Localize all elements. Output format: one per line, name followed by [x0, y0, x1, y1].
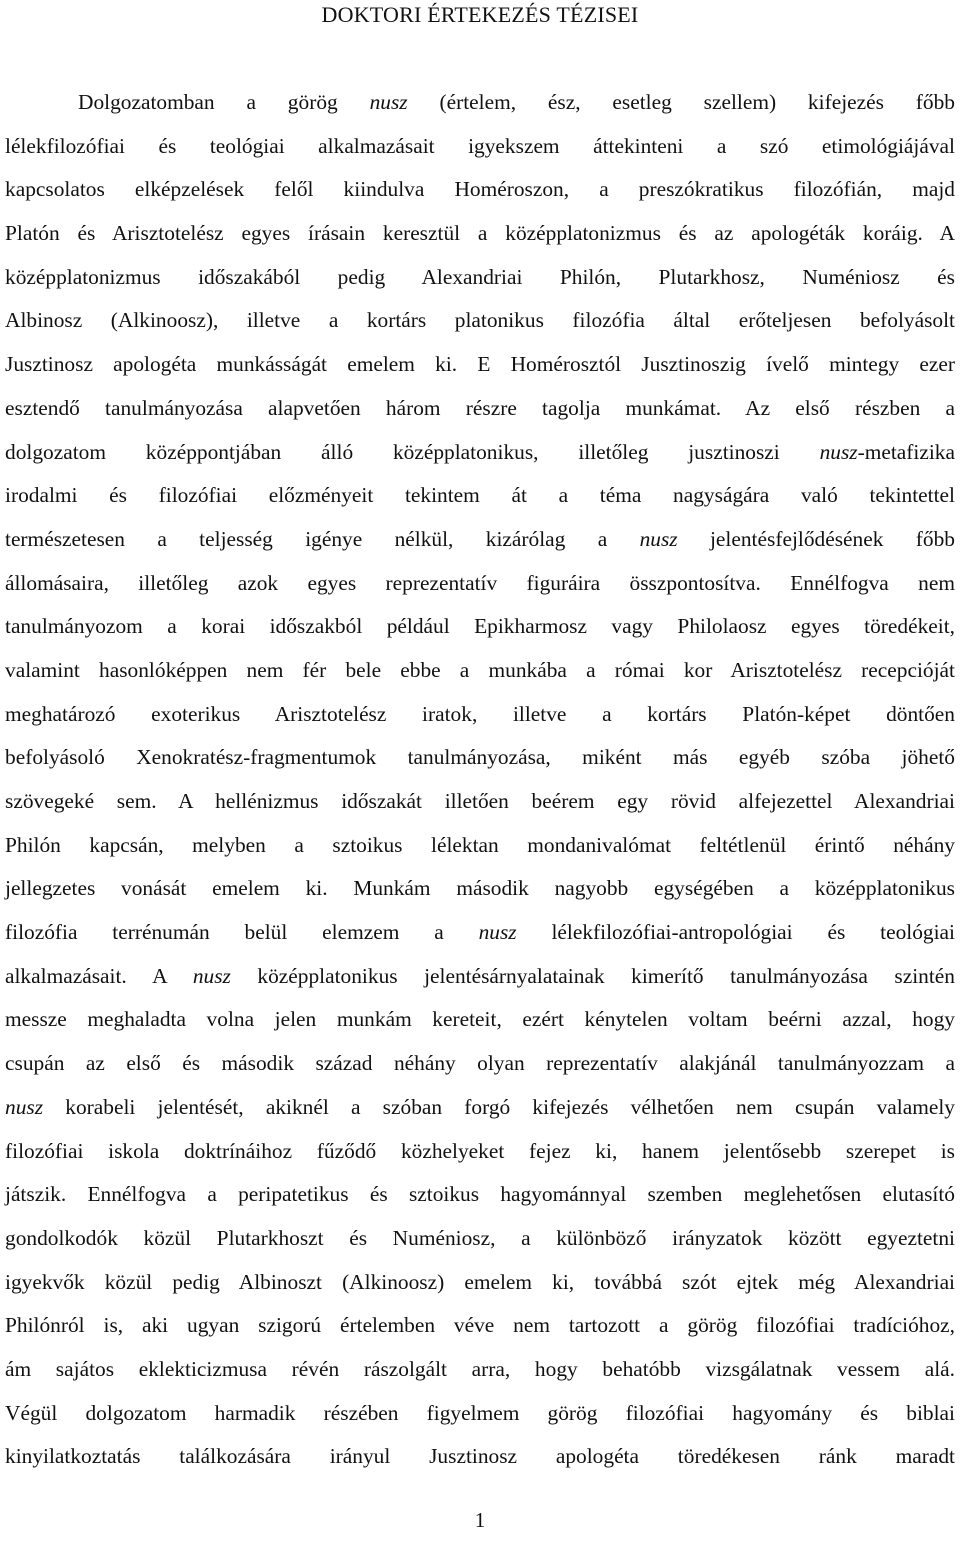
text-line [5, 1440, 955, 1484]
text-line [5, 916, 955, 960]
text-segment: filozófia terrénumán belül elemzem a [5, 920, 479, 945]
text-line [5, 1091, 955, 1135]
text-line [5, 130, 955, 174]
text-segment: meghatározó exoterikus Arisztotelész iratok, illetve a kortárs Platón-képet döntően [5, 701, 955, 726]
text-line [5, 567, 955, 611]
italic-term: nusz [369, 90, 408, 114]
text-segment: természetesen a teljesség igénye nélkül, kizárólag a [5, 526, 640, 551]
text-segment: csupán az első és második század néhány olyan reprezentatív alakjánál tanulmányozzam a [5, 1051, 955, 1076]
text-segment: tanulmányozom a korai időszakból például Epikharmosz vagy Philolaosz egyes töredékeit, [5, 614, 955, 639]
text-line [5, 304, 955, 348]
text-segment: Philón kapcsán, melyben a sztoikus lélektan mondanivalómat feltétlenül érintő néhány [5, 832, 955, 857]
text-line [5, 1222, 955, 1266]
text-segment: esztendő tanulmányozása alapvetően három részre tagolja munkámat. Az első részben a [5, 395, 955, 420]
text-segment: lélekfilozófiai és teológiai alkalmazásait igyekszem áttekinteni a szó etimológiájával [5, 133, 955, 158]
text-line [5, 1178, 955, 1222]
text-segment: Dolgozatomban a görög [78, 90, 370, 114]
text-line [5, 960, 955, 1004]
text-segment: lélekfilozófiai-antropológiai és teológiai [516, 920, 955, 945]
text-line [5, 1397, 955, 1441]
text-segment: ám sajátos eklekticizmusa révén rászolgált arra, hogy behatóbb vizsgálatnak vessem alá. [5, 1356, 955, 1381]
text-line [5, 86, 955, 130]
text-segment: Végül dolgozatom harmadik részében figyelmem görög filozófiai hagyomány és biblai [5, 1400, 955, 1425]
text-line [5, 479, 955, 523]
text-line [5, 173, 955, 217]
text-segment: gondolkodók közül Plutarkhoszt és Numéniosz, a különböző irányzatok között egyeztetni [5, 1225, 955, 1250]
text-segment: filozófiai iskola doktrínáihoz fűződő közhelyeket fejez ki, hanem jelentősebb szerepet is [5, 1138, 955, 1163]
page-title: DOKTORI ÉRTEKEZÉS TÉZISEI [321, 2, 639, 27]
text-line [5, 1135, 955, 1179]
text-line [5, 610, 955, 654]
page-number: 1 [474, 1508, 486, 1532]
text-segment: Jusztinosz apologéta munkásságát emelem ki. E Homérosztól Jusztinoszig ívelő mintegy ezer [5, 352, 955, 377]
thesis-body [5, 86, 955, 1484]
italic-term: nusz [192, 963, 231, 988]
text-segment: valamint hasonlóképpen nem fér bele ebbe a munkába a római kor Arisztotelész recepcióját [5, 657, 955, 682]
text-segment: Albinosz (Alkinoosz), illetve a kortárs platonikus filozófia által erőteljesen befolyásolt [5, 308, 955, 333]
text-segment: dolgozatom középpontjában álló középplatonikus, illetőleg jusztinoszi [5, 439, 820, 464]
text-line [5, 392, 955, 436]
text-segment: középplatonikus jelentésárnyalatainak kimerítő tanulmányozása szintén [230, 963, 955, 988]
text-line [5, 436, 955, 480]
text-line [5, 1047, 955, 1091]
text-segment: szövegeké sem. A hellénizmus időszakát illetően beérem egy rövid alfejezettel Alexandriai [5, 789, 955, 813]
italic-term: nusz [639, 526, 678, 551]
italic-term: nusz [819, 439, 858, 464]
text-segment: befolyásoló Xenokratész-fragmentumok tanulmányozása, miként más egyéb szóba jöhető [5, 745, 955, 770]
text-segment: irodalmi és filozófiai előzményeit tekintem át a téma nagyságára való tekintettel [5, 483, 955, 508]
text-segment: jelentésfejlődésének főbb [677, 526, 955, 551]
text-line [5, 523, 955, 567]
text-line [5, 1353, 955, 1397]
italic-term: nusz [5, 1094, 44, 1119]
text-segment: igyekvők közül pedig Albinoszt (Alkinoosz) emelem ki, továbbá szót ejtek még Alexandriai [5, 1269, 955, 1294]
text-segment: állomásaira, illetőleg azok egyes reprezentatív figuráira összpontosítva. Ennélfogva nem [5, 570, 955, 595]
text-segment: alkalmazásait. A [5, 963, 193, 988]
text-line [5, 785, 955, 829]
text-segment: kapcsolatos elképzelések felől kiindulva Homéroszon, a preszókratikus filozófián, majd [5, 177, 955, 202]
text-line [5, 348, 955, 392]
text-segment: korabeli jelentését, akiknél a szóban forgó kifejezés vélhetően nem csupán valamely [43, 1094, 955, 1119]
text-segment: Philónról is, aki ugyan szigorú értelemben véve nem tartozott a görög filozófiai tradícióhoz, [5, 1313, 955, 1338]
text-line [5, 261, 955, 305]
text-segment: messze meghaladta volna jelen munkám kereteit, ezért kénytelen voltam beérni azzal, hogy [5, 1007, 955, 1032]
text-line [5, 829, 955, 873]
text-segment: -metafizika [857, 439, 955, 464]
text-segment: Platón és Arisztotelész egyes írásain keresztül a középplatonizmus és az apologéták koráig. A [5, 221, 955, 246]
text-line [5, 1003, 955, 1047]
text-segment: kinyilatkoztatás találkozására irányul Jusztinosz apologéta töredékesen ránk maradt [5, 1444, 955, 1469]
italic-term: nusz [478, 920, 517, 945]
text-line [5, 217, 955, 261]
text-line [5, 1309, 955, 1353]
text-line [5, 654, 955, 698]
text-segment: középplatonizmus időszakából pedig Alexandriai Philón, Plutarkhosz, Numéniosz és [5, 264, 955, 289]
text-line [5, 698, 955, 742]
text-line [5, 1266, 955, 1310]
text-segment: játszik. Ennélfogva a peripatetikus és sztoikus hagyománnyal szemben meglehetősen elutasító [5, 1182, 955, 1207]
text-segment: (értelem, ész, esetleg szellem) kifejezés főbb [407, 90, 955, 114]
text-line [5, 741, 955, 785]
text-segment: jellegzetes vonását emelem ki. Munkám második nagyobb egységében a középplatonikus [5, 876, 955, 901]
text-line [5, 872, 955, 916]
